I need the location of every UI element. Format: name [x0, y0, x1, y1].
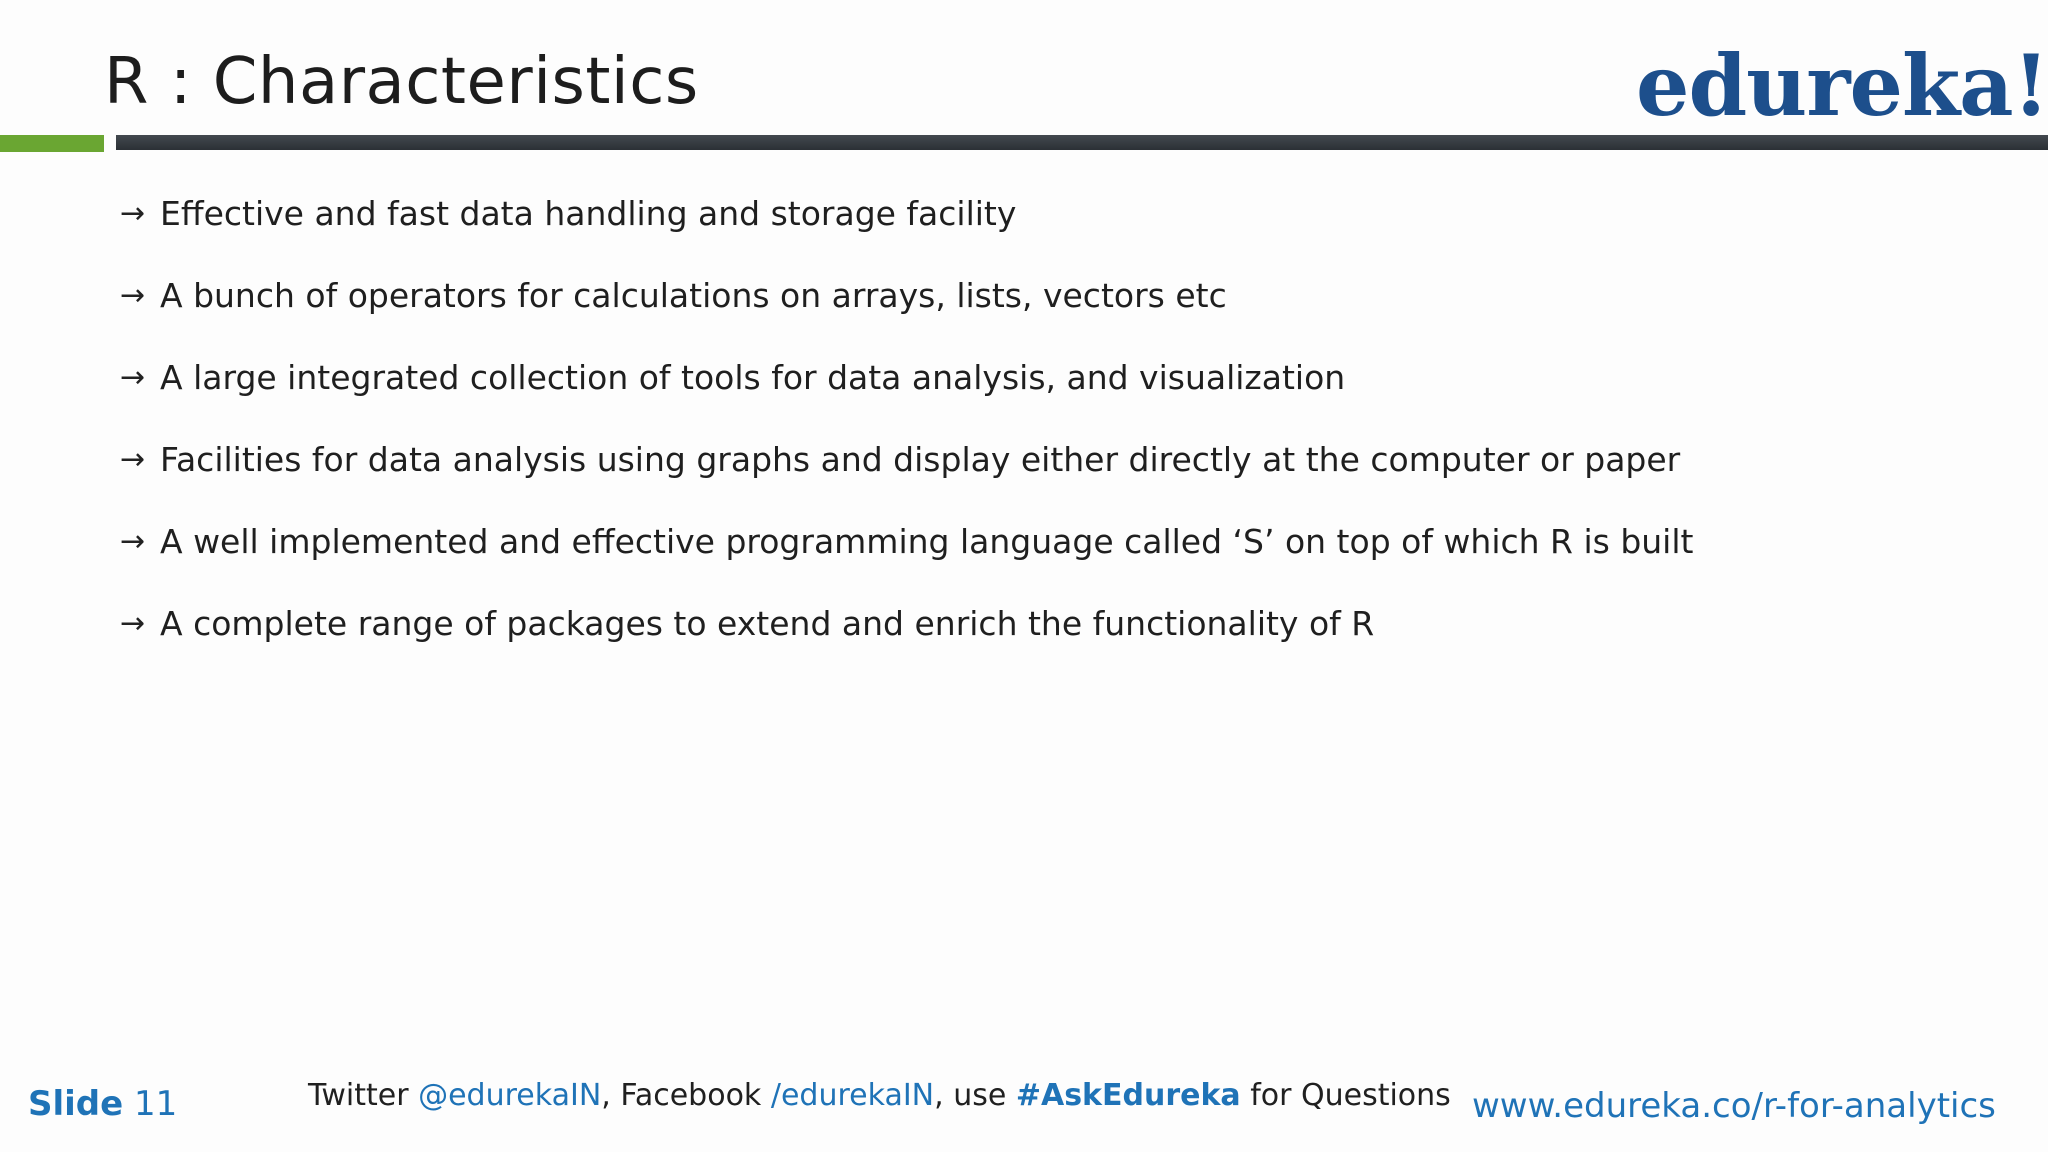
slide-title: R : Characteristics	[104, 45, 699, 119]
facebook-handle-link[interactable]: /edurekaIN	[770, 1078, 935, 1113]
questions-label: for Questions	[1240, 1078, 1451, 1113]
slide-number-value: 11	[134, 1084, 178, 1124]
list-item-text: A large integrated collection of tools for data analysis, and visualization	[160, 357, 1346, 397]
facebook-label: , Facebook	[601, 1078, 771, 1113]
hashtag-link[interactable]: #AskEdureka	[1015, 1078, 1241, 1113]
list-item-text: Effective and fast data handling and storage facility	[160, 193, 1017, 233]
social-footer	[308, 1078, 1451, 1113]
slide-label: Slide	[28, 1084, 124, 1124]
twitter-handle-link[interactable]: @edurekaIN	[418, 1078, 602, 1113]
arrow-right-icon: →	[120, 195, 146, 231]
list-item-text: Facilities for data analysis using graphs and display either directly at the computer or paper	[160, 439, 1681, 479]
use-label: , use	[934, 1078, 1016, 1113]
list-item	[120, 500, 1693, 582]
list-item	[120, 418, 1693, 500]
arrow-right-icon: →	[120, 359, 146, 395]
slide-number	[28, 1084, 177, 1124]
list-item	[120, 582, 1693, 664]
edureka-logo: edureka!	[1636, 36, 2048, 135]
list-item	[120, 254, 1693, 336]
list-item-text: A complete range of packages to extend and enrich the functionality of R	[160, 603, 1375, 643]
characteristics-list	[120, 172, 1693, 664]
title-rule-accent	[0, 135, 104, 152]
list-item-text: A bunch of operators for calculations on arrays, lists, vectors etc	[160, 275, 1227, 315]
title-rule-bar	[116, 135, 2048, 150]
list-item-text: A well implemented and effective programming language called ‘S’ on top of which R is built	[160, 521, 1694, 561]
list-item	[120, 172, 1693, 254]
course-url-link[interactable]: www.edureka.co/r-for-analytics	[1472, 1086, 1996, 1126]
arrow-right-icon: →	[120, 441, 146, 477]
twitter-label: Twitter	[308, 1078, 419, 1113]
arrow-right-icon: →	[120, 605, 146, 641]
arrow-right-icon: →	[120, 523, 146, 559]
list-item	[120, 336, 1693, 418]
arrow-right-icon: →	[120, 277, 146, 313]
